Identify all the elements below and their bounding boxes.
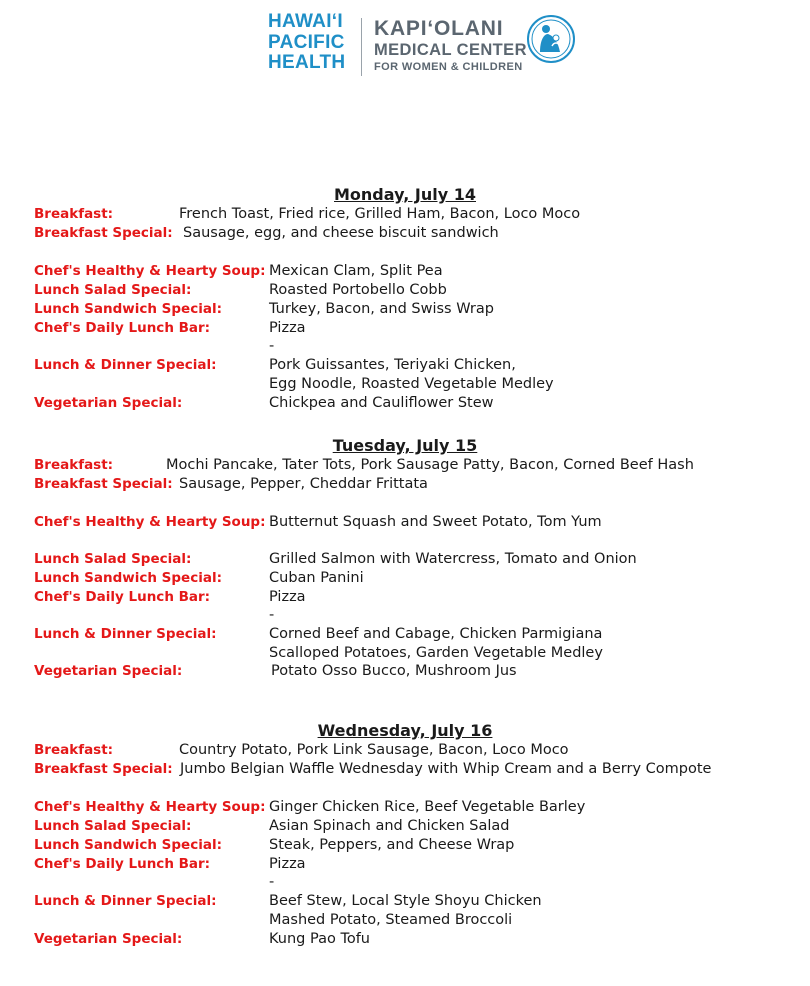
breakfast-special-label: Breakfast Special:	[34, 476, 173, 492]
breakfast-special-value: Sausage, Pepper, Cheddar Frittata	[179, 476, 428, 492]
hospital-tagline: FOR WOMEN & CHILDREN	[374, 61, 523, 73]
breakfast-special-value: Jumbo Belgian Waffle Wednesday with Whip Cream and a Berry Compote	[180, 761, 712, 777]
soup-label: Chef's Healthy & Hearty Soup:	[34, 263, 266, 279]
breakfast-special-label: Breakfast Special:	[34, 225, 173, 241]
mother-child-emblem-icon	[526, 14, 576, 64]
hospital-sub: MEDICAL CENTER	[374, 41, 527, 59]
salad-value: Grilled Salmon with Watercress, Tomato and Onion	[269, 551, 637, 567]
salad-value: Asian Spinach and Chicken Salad	[269, 818, 510, 834]
brand-line: PACIFIC	[268, 31, 345, 53]
breakfast-label: Breakfast:	[34, 742, 114, 758]
salad-value: Roasted Portobello Cobb	[269, 282, 447, 298]
sandwich-label: Lunch Sandwich Special:	[34, 301, 222, 317]
vegetarian-value: Kung Pao Tofu	[269, 931, 370, 947]
soup-value: Ginger Chicken Rice, Beef Vegetable Barley	[269, 799, 586, 815]
header-logos	[268, 12, 588, 82]
hawaii-pacific-health-logo	[268, 12, 345, 74]
day-title: Wednesday, July 16	[317, 721, 493, 740]
dinner-value-line1: Corned Beef and Cabage, Chicken Parmigiana	[269, 626, 603, 642]
breakfast-label: Breakfast:	[34, 206, 114, 222]
dinner-value-line1: Pork Guissantes, Teriyaki Chicken,	[269, 357, 516, 373]
brand-line: HAWAIʻI	[268, 11, 343, 32]
dinner-value-line1: Beef Stew, Local Style Shoyu Chicken	[269, 893, 542, 909]
soup-label: Chef's Healthy & Hearty Soup:	[34, 799, 266, 815]
dinner-label: Lunch & Dinner Special:	[34, 893, 217, 909]
vegetarian-value: Potato Osso Bucco, Mushroom Jus	[271, 663, 517, 679]
salad-label: Lunch Salad Special:	[34, 551, 192, 567]
lunch-bar-label: Chef's Daily Lunch Bar:	[34, 589, 211, 605]
sandwich-value: Steak, Peppers, and Cheese Wrap	[269, 837, 515, 853]
breakfast-special-label: Breakfast Special:	[34, 761, 173, 777]
breakfast-value: Country Potato, Pork Link Sausage, Bacon, Loco Moco	[179, 742, 569, 758]
lunch-bar-label: Chef's Daily Lunch Bar:	[34, 320, 211, 336]
dinner-label: Lunch & Dinner Special:	[34, 357, 217, 373]
breakfast-label: Breakfast:	[34, 457, 114, 473]
kapiolani-logo-text	[374, 17, 527, 74]
sandwich-label: Lunch Sandwich Special:	[34, 570, 222, 586]
brand-line: HEALTH	[268, 52, 346, 73]
lunch-bar-value: Pizza	[269, 856, 306, 872]
separator-dash: -	[269, 338, 275, 354]
day-title: Tuesday, July 15	[332, 436, 478, 455]
breakfast-value: Mochi Pancake, Tater Tots, Pork Sausage Patty, Bacon, Corned Beef Hash	[166, 457, 694, 473]
breakfast-value: French Toast, Fried rice, Grilled Ham, Bacon, Loco Moco	[179, 206, 581, 222]
lunch-bar-label: Chef's Daily Lunch Bar:	[34, 856, 211, 872]
dinner-value-line2: Egg Noodle, Roasted Vegetable Medley	[269, 376, 554, 392]
vegetarian-label: Vegetarian Special:	[34, 395, 183, 411]
separator-dash: -	[269, 874, 275, 890]
breakfast-special-value: Sausage, egg, and cheese biscuit sandwich	[183, 225, 499, 241]
soup-label: Chef's Healthy & Hearty Soup:	[34, 514, 266, 530]
day-title: Monday, July 14	[334, 185, 476, 204]
separator-dash: -	[269, 607, 275, 623]
soup-value: Butternut Squash and Sweet Potato, Tom Yum	[269, 514, 602, 530]
vegetarian-label: Vegetarian Special:	[34, 931, 183, 947]
sandwich-label: Lunch Sandwich Special:	[34, 837, 222, 853]
hospital-name: KAPIʻOLANI	[374, 17, 504, 40]
lunch-bar-value: Pizza	[269, 589, 306, 605]
dinner-value-line2: Scalloped Potatoes, Garden Vegetable Medley	[269, 645, 603, 661]
sandwich-value: Cuban Panini	[269, 570, 364, 586]
sandwich-value: Turkey, Bacon, and Swiss Wrap	[269, 301, 494, 317]
dinner-value-line2: Mashed Potato, Steamed Broccoli	[269, 912, 513, 928]
logo-divider	[361, 18, 362, 76]
soup-value: Mexican Clam, Split Pea	[269, 263, 443, 279]
vegetarian-value: Chickpea and Cauliflower Stew	[269, 395, 494, 411]
lunch-bar-value: Pizza	[269, 320, 306, 336]
dinner-label: Lunch & Dinner Special:	[34, 626, 217, 642]
salad-label: Lunch Salad Special:	[34, 818, 192, 834]
salad-label: Lunch Salad Special:	[34, 282, 192, 298]
vegetarian-label: Vegetarian Special:	[34, 663, 183, 679]
